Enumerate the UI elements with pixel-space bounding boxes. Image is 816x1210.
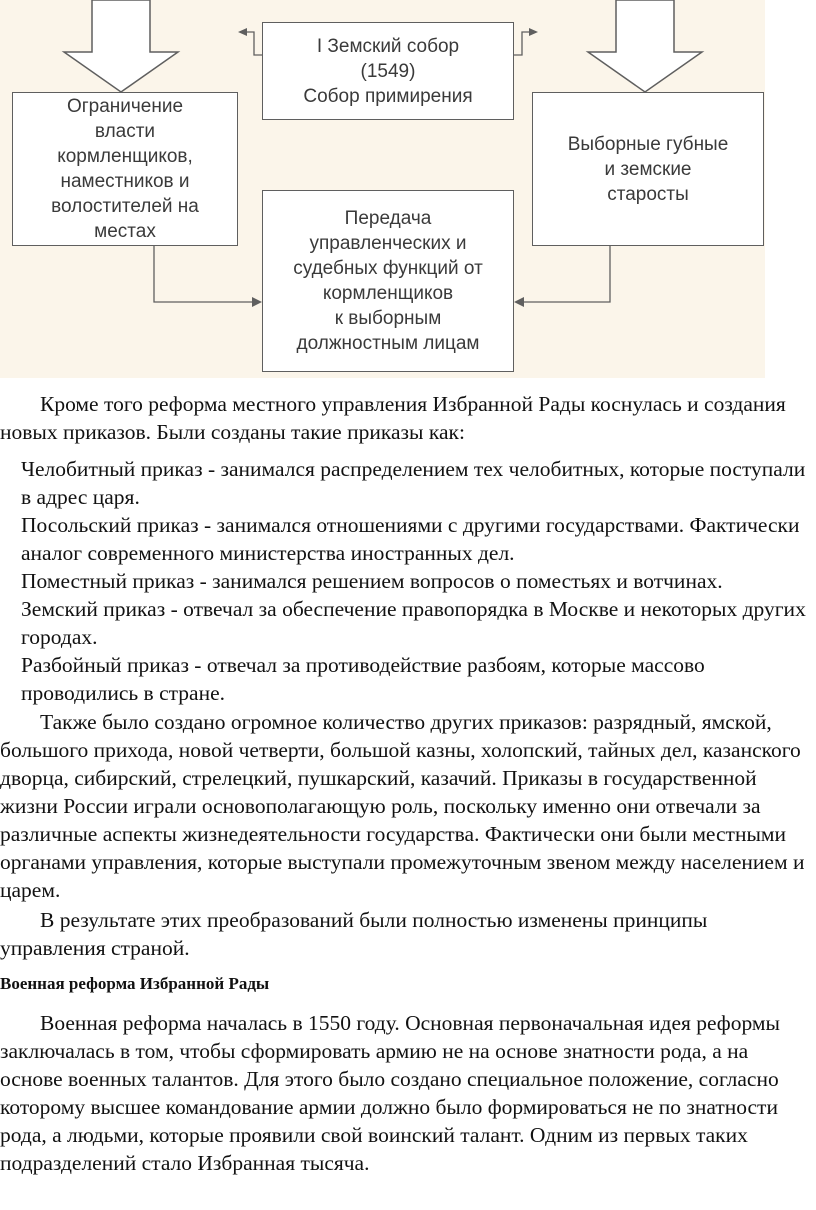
paragraph-prikazy-intro: Кроме того реформа местного управления Избранной Рады коснулась и создания новых приказов. Были созданы такие приказы как: (0, 392, 786, 444)
paragraph-military-reform: Военная реформа началась в 1550 году. Основная первоначальная идея реформы заключалась в том, чтобы сформировать армию не на основе знатности рода, а на основе военных талантов. Для этого было создано специальное положение, согласно которому высшее командование армии должно было формироваться не по знатности рода, а людьми, которые проявили свой воинский талант. Одним из первых таких подразделений стало Избранная тысяча. (0, 1011, 780, 1175)
paragraph-other-prikazy-wrapper (0, 708, 816, 904)
heading-wrapper (0, 973, 816, 995)
top-box-left-connector (240, 32, 262, 55)
left-to-bottom-connector (154, 246, 256, 302)
left-to-bottom-arrowhead (252, 297, 262, 307)
right-down-arrow (588, 0, 702, 92)
list-item-pomestny: Поместный приказ - занимался решением вопросов о поместьях и вотчинах. (21, 569, 723, 593)
left-down-arrow (64, 0, 178, 92)
paragraph-other-prikazy: Также было создано огромное количество других приказов: разрядный, ямской, большого прихода, новой четверти, большой казны, холопский, тайных дел, казанского дворца, сибирский, стрелецкий, пушкарский, казачий. Приказы в государственной жизни России играли основополагающую роль, поскольку именно они отвечали за различные аспекты жизнедеятельности государства. Фактически они были местными органами управления, которые выступали промежуточным звеном между населением и царем. (0, 710, 805, 902)
box-transfer-of-functions: Передача управленческих и судебных функций от кормленщиков к выборным должностным лицам (262, 190, 514, 372)
box-limitation-of-power: Ограничение власти кормленщиков, наместников и волостителей на местах (12, 92, 238, 246)
section-heading: Военная реформа Избранной Рады (0, 974, 270, 993)
box-elected-elders: Выборные губные и земские старосты (532, 92, 764, 246)
top-box-left-arrowhead (238, 28, 247, 36)
top-box-right-arrowhead (529, 28, 538, 36)
list-item-razboyny: Разбойный приказ - отвечал за противодействие разбоям, которые массово проводились в стране. (21, 653, 705, 705)
paragraph-military-wrapper (0, 1009, 816, 1177)
right-to-bottom-arrowhead (514, 297, 524, 307)
reform-diagram (0, 0, 765, 378)
list-item-chelobitny: Челобитный приказ - занимался распределением тех челобитных, которые поступали в адрес царя. (21, 457, 806, 509)
top-box-right-connector (514, 32, 536, 55)
box-zemsky-sobor: I Земский собор (1549) Собор примирения (262, 22, 514, 120)
prikazy-list (0, 455, 816, 707)
list-item-posolsky: Посольский приказ - занимался отношениями с другими государствами. Фактически аналог современного министерства иностранных дел. (21, 513, 800, 565)
prikazy-list-wrapper (0, 455, 816, 707)
list-item-zemsky: Земский приказ - отвечал за обеспечение правопорядка в Москве и некоторых других городах. (21, 597, 806, 649)
right-to-bottom-connector (520, 246, 610, 302)
paragraph-result-wrapper (0, 906, 816, 962)
body-text (0, 390, 816, 446)
paragraph-result: В результате этих преобразований были полностью изменены принципы управления страной. (0, 908, 708, 960)
